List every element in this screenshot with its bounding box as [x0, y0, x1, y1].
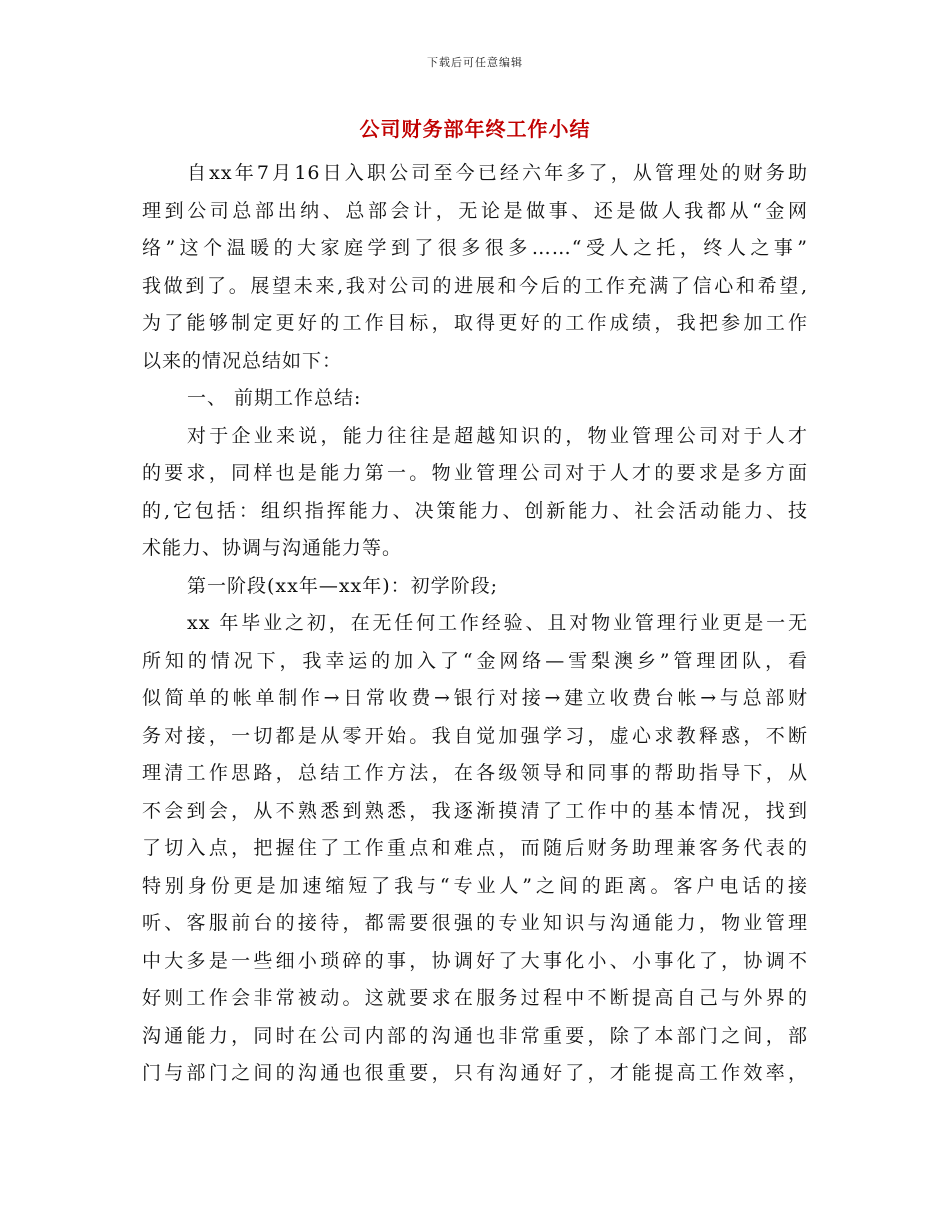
document-title: 公司财务部年终工作小结: [359, 117, 591, 141]
text-line: 务对接，一切都是从零开始。我自觉加强学习，虚心求教释惑，不断: [142, 724, 808, 747]
stage-heading: 第一阶段(xx年—xx年)：初学阶段;: [187, 574, 499, 597]
text-line: 术能力、协调与沟通能力等。: [142, 537, 403, 559]
text-line: 听、客服前台的接待，都需要很强的专业知识与沟通能力，物业管理: [142, 912, 808, 934]
text-line: 理到公司总部出纳、总部会计，无论是做事、还是做人我都从“金网: [142, 199, 808, 222]
text-line: 络”这个温暖的大家庭学到了很多很多……“受人之托，终人之事”: [142, 237, 808, 259]
text-line: 的要求，同样也是能力第一。物业管理公司对于人才的要求是多方面: [142, 462, 808, 484]
text-line: 以来的情况总结如下：: [142, 349, 343, 372]
text-line: 似简单的帐单制作→日常收费→银行对接→建立收费台帐→与总部财: [142, 687, 808, 709]
text-line: 的,它包括：组织指挥能力、决策能力、创新能力、社会活动能力、技: [142, 499, 808, 522]
text-line: 中大多是一些细小琐碎的事，协调好了大事化小、小事化了，协调不: [142, 949, 808, 972]
text-line: 理清工作思路，总结工作方法，在各级领导和同事的帮助指导下，从: [142, 762, 808, 784]
text-line: 对于企业来说，能力往往是超越知识的，物业管理公司对于人才: [187, 424, 808, 447]
text-line: 好则工作会非常被动。这就要求在服务过程中不断提高自己与外界的: [142, 987, 808, 1009]
text-line: 了切入点，把握住了工作重点和难点，而随后财务助理兼客务代表的: [142, 837, 808, 859]
header-note: 下载后可任意编辑: [427, 56, 523, 69]
text-line: 自xx年7月16日入职公司至今已经六年多了，从管理处的财务助: [187, 162, 808, 184]
text-line: 沟通能力，同时在公司内部的沟通也非常重要，除了本部门之间，部: [142, 1024, 808, 1047]
text-line: xx 年毕业之初，在无任何工作经验、且对物业管理行业更是一无: [187, 612, 808, 634]
text-line: 不会到会，从不熟悉到熟悉，我逐渐摸清了工作中的基本情况，找到: [142, 799, 808, 822]
text-line: 我做到了。展望未来,我对公司的进展和今后的工作充满了信心和希望,: [142, 274, 808, 297]
text-line: 为了能够制定更好的工作目标，取得更好的工作成绩，我把参加工作: [142, 312, 808, 334]
section-heading: 一、 前期工作总结:: [187, 387, 362, 409]
text-line: 门与部门之间的沟通也很重要，只有沟通好了，才能提高工作效率，: [142, 1062, 808, 1084]
text-line: 特别身份更是加速缩短了我与“专业人”之间的距离。客户电话的接: [142, 874, 808, 897]
document-body: [142, 155, 808, 1093]
text-line: 所知的情况下，我幸运的加入了“金网络—雪梨澳乡”管理团队，看: [142, 649, 808, 672]
